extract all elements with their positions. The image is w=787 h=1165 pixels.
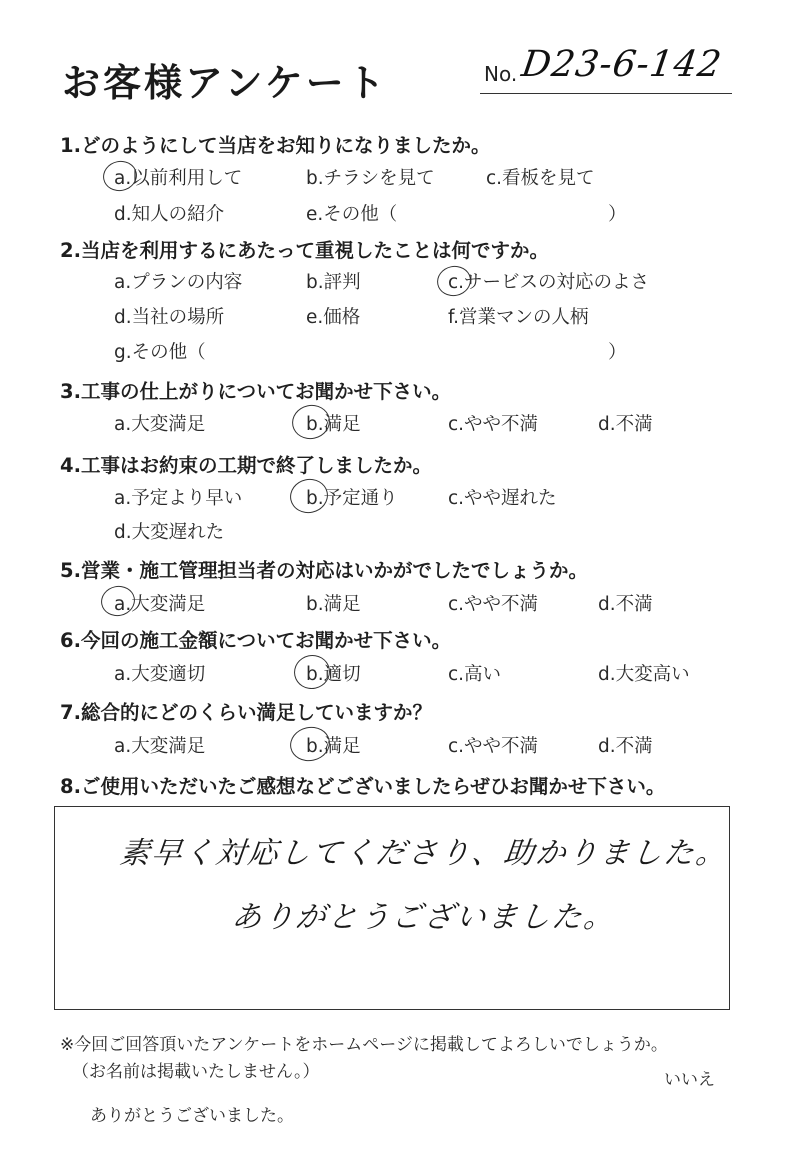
q6-answer-circle	[291, 652, 333, 693]
q4-option-a: a.予定より早い	[114, 488, 243, 509]
footer-note-2: （お名前は掲載いたしません。）	[72, 1062, 320, 1082]
q2-option-a: a.プランの内容	[114, 272, 243, 293]
question-3: 3.工事の仕上がりについてお聞かせ下さい。	[60, 380, 452, 403]
q2-option-b: b.評判	[306, 272, 361, 293]
q2-option-g-close: ）	[608, 342, 627, 363]
question-4: 4.工事はお約束の工期で終了しましたか。	[60, 454, 432, 477]
comment-line-2: ありがとうございました。	[229, 900, 618, 935]
question-7: 7.総合的にどのくらい満足していますか？	[60, 701, 432, 724]
q1-option-d: d.知人の紹介	[114, 204, 225, 225]
q3-option-d: d.不満	[598, 414, 653, 435]
question-1: 1.どのようにして当店をお知りになりましたか。	[60, 134, 491, 157]
q5-option-d: d.不満	[598, 594, 653, 615]
q5-option-b: b.満足	[306, 594, 361, 615]
comment-line-1: 素早く対応してくださり、助かりました。	[117, 836, 730, 871]
q1-option-c: c.看板を見て	[486, 168, 595, 189]
q4-option-d: d.大変遅れた	[114, 522, 225, 543]
q6-option-c: c.高い	[448, 664, 502, 685]
q2-option-d: d.当社の場所	[114, 307, 225, 328]
q7-answer-circle	[287, 723, 333, 765]
q6-option-b: b.適切	[306, 664, 361, 685]
q1-option-e-close: ）	[608, 204, 627, 225]
q4-option-b: b.予定通り	[306, 488, 398, 509]
q3-answer-circle	[289, 401, 333, 442]
number-value-handwritten: D23-6-142	[519, 44, 725, 85]
q3-option-c: c.やや不満	[448, 414, 539, 435]
q4-answer-circle	[287, 475, 331, 516]
number-underline	[480, 93, 732, 94]
q2-option-e: e.価格	[306, 307, 361, 328]
q2-option-f: f.営業マンの人柄	[448, 307, 589, 328]
q2-option-c: c.サービスの対応のよさ	[448, 272, 650, 293]
q5-option-c: c.やや不満	[448, 594, 539, 615]
q4-option-c: c.やや遅れた	[448, 488, 557, 509]
q2-option-g: g.その他（	[114, 342, 206, 363]
footer-note-1: ※今回ご回答頂いたアンケートをホームページに掲載してよろしいでしょうか。	[60, 1035, 668, 1055]
q6-option-a: a.大変適切	[114, 664, 206, 685]
number-label: No.	[484, 62, 518, 86]
footer-answer: いいえ	[664, 1070, 715, 1090]
q7-option-b: b.満足	[306, 736, 361, 757]
question-2: 2.当店を利用するにあたって重視したことは何ですか。	[60, 239, 549, 262]
q3-option-b: b.満足	[306, 414, 361, 435]
q5-option-a: a.大変満足	[114, 594, 206, 615]
q7-option-c: c.やや不満	[448, 736, 539, 757]
q1-option-e: e.その他（	[306, 204, 398, 225]
q6-option-d: d.大変高い	[598, 664, 690, 685]
q1-option-a: a.以前利用して	[114, 168, 243, 189]
q7-option-a: a.大変満足	[114, 736, 206, 757]
footer-thanks: ありがとうございました。	[90, 1106, 294, 1126]
page-title: お客様アンケート	[62, 61, 388, 105]
question-5: 5.営業・施工管理担当者の対応はいかがでしたでしょうか。	[60, 559, 588, 582]
q3-option-a: a.大変満足	[114, 414, 206, 435]
question-8: 8.ご使用いただいたご感想などございましたらぜひお聞かせ下さい。	[60, 775, 666, 798]
q1-option-b: b.チラシを見て	[306, 168, 435, 189]
q7-option-d: d.不満	[598, 736, 653, 757]
question-6: 6.今回の施工金額についてお聞かせ下さい。	[60, 629, 452, 652]
